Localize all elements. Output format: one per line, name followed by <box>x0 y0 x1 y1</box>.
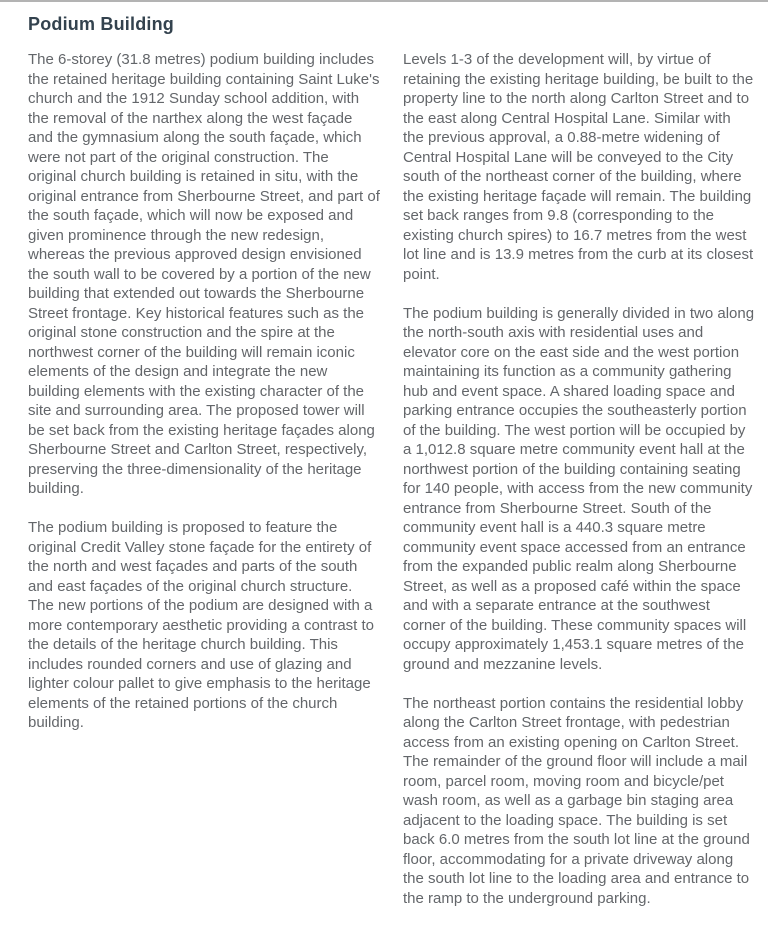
text-column-left <box>28 50 380 733</box>
document-page <box>0 2 768 926</box>
paragraph: Levels 1-3 of the development will, by virtue of retaining the existing heritage building, be built to the property line to the north along Carlton Street and to the east along Central Hospital Lane. Similar with the previous approval, a 0.88-metre widening of Central Hospital Lane will be conveyed to the City south of the northeast corner of the building, where the existing heritage façade will remain. The building set back ranges from 9.8 (corresponding to the existing church spires) to 16.7 metres from the west lot line and is 13.9 metres from the curb at its closest point. <box>403 51 754 283</box>
text-column-right <box>403 50 755 908</box>
two-column-layout <box>28 50 755 908</box>
paragraph: The northeast portion contains the residential lobby along the Carlton Street frontage, with pedestrian access from an existing opening on Carlton Street. The remainder of the ground floor will include a mail room, parcel room, moving room and bicycle/pet wash room, as well as a garbage bin staging area adjacent to the loading space. The building is set back 6.0 metres from the south lot line at the ground floor, accommodating for a private driveway along the south lot line to the loading area and entrance to the ramp to the underground parking. <box>403 694 750 907</box>
paragraph: The 6-storey (31.8 metres) podium building includes the retained heritage building containing Saint Luke's church and the 1912 Sunday school addition, with the removal of the narthex along the west façade and the gymnasium along the south façade, which were not part of the original construction. The original church building is retained in situ, with the original entrance from Sherbourne Street, and part of the south façade, which will now be exposed and given prominence through the new redesign, whereas the previous approved design envisioned the south wall to be covered by a portion of the new building that extended out towards the Sherbourne Street frontage. Key historical features such as the original stone construction and the spire at the northwest corner of the building will remain iconic elements of the design and integrate the new building elements with the existing character of the site and surrounding area. The proposed tower will be set back from the existing heritage façades along Sherbourne Street and Carlton Street, respectively, preserving the three-dimensionality of the heritage building. <box>28 51 380 497</box>
paragraph: The podium building is proposed to feature the original Credit Valley stone façade for the entirety of the north and west façades and parts of the south and east façades of the original church structure. The new portions of the podium are designed with a more contemporary aesthetic providing a contrast to the details of the heritage church building. This includes rounded corners and use of glazing and lighter colour pallet to give emphasis to the heritage elements of the retained portions of the church building. <box>28 519 375 731</box>
page-title: Podium Building <box>28 14 174 34</box>
paragraph: The podium building is generally divided in two along the north-south axis with residential uses and elevator core on the east side and the west portion maintaining its function as a community gathering hub and event space. A shared loading space and parking entrance occupies the southeasterly portion of the building. The west portion will be occupied by a 1,012.8 square metre community event hall at the northwest portion of the building containing seating for 140 people, with access from the new community entrance from Sherbourne Street. South of the community event hall is a 440.3 square metre community event space accessed from an entrance from the expanded public realm along Sherbourne Street, as well as a proposed café within the space and with a separate entrance at the southwest corner of the building. These community spaces will occupy approximately 1,453.1 square metres of the ground and mezzanine levels. <box>403 304 755 673</box>
